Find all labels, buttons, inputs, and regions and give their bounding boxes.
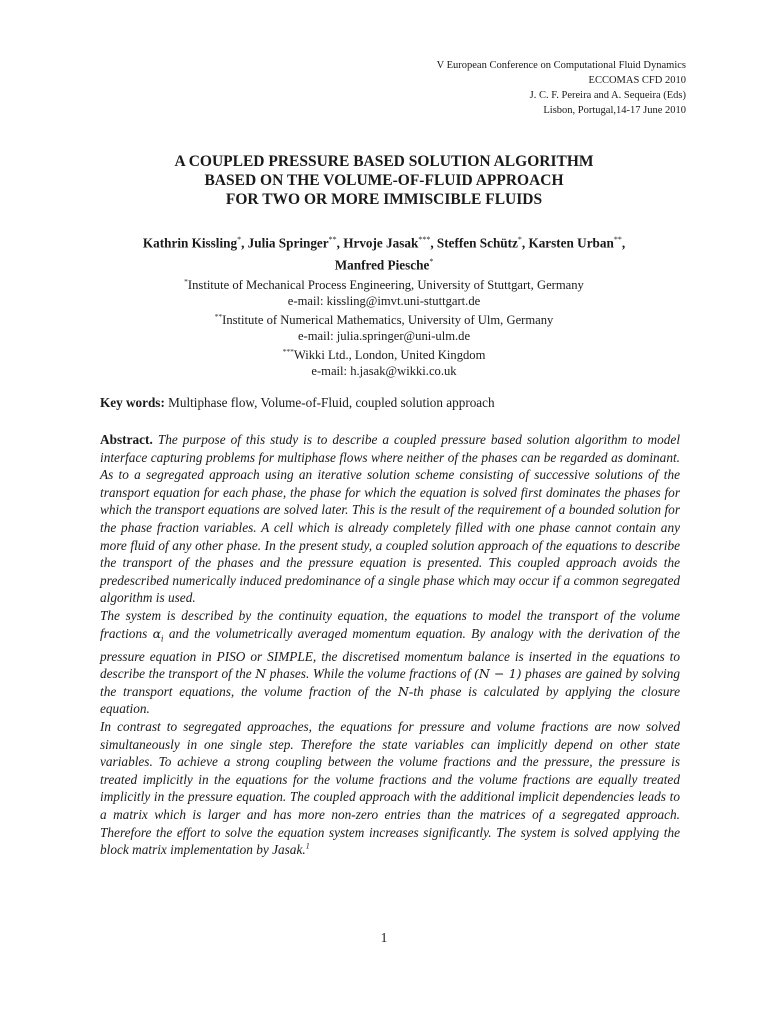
email-2: e-mail: julia.springer@uni-ulm.de (297, 328, 471, 343)
affiliation-3: ***Wikki Ltd., London, United Kingdom (282, 347, 486, 363)
abstract-paragraph-1: Abstract. The purpose of this study is to describe a coupled pressure based solution algorithm to model interface capturing problems for multiphase flows where neither of the phases can be regarded as dominant. As to a segregated approach using an iterative solution scheme consisting of successive solutions of the transport equation for each phase, the phase for which the equation is solved first dominates the phases for which the transport equations are solved later. This is the result of the requirement of a bounded solution for the phase fraction variables. A cell which is already completely filled with one phase cannot contain any more fluid of any other phase. In the present study, a coupled solution approach of the equations to describe the transport of the phases and the pressure equation is presented. This coupled approach avoids the predescribed numerically induced predominance of a single phase which may occur if a common segregated algorithm is used. (100, 432, 681, 606)
abstract-paragraph-3: In contrast to segregated approaches, the equations for pressure and volume fractions are now solved simultaneously in one single step. Therefore the state variables can implicitly depend on other state variables. To achieve a strong coupling between the volume fractions and the pressure, the pressure is treated implicitly in the equations for the volume fractions and the volume fractions are equally treated implicitly in the pressure equation. The coupled approach with the additional implicit dependencies leads to a matrix which is larger and has more non-zero entries than the matrices of a segregated approach. Therefore the effort to solve the equation system increases significantly. The system is solved applying the block matrix implementation by Jasak.$^1$ (100, 719, 680, 858)
abstract-paragraph-2: The system is described by the continuity equation, the equations to model the transport of the volume fractions $\alpha_i$ and the volumetrically averaged momentum equation. By analogy with the derivation of the pressure equation in PISO or SIMPLE, the discretised momentum balance is inserted in the equations to describe the transport of the N phases. While the volume fractions of (N − 1) phases are gained by solving the transport equations, the volume fraction of the N-th phase is calculated by applying the closure equation. (100, 607, 681, 717)
author-name: Kathrin Kissling (142, 235, 238, 251)
abstract-label: Abstract. (100, 432, 153, 447)
page-number: 1 (380, 930, 388, 945)
author-mark: * (429, 257, 434, 267)
author-name: Hrvoje Jasak (343, 235, 419, 251)
conference-editors: J. C. F. Pereira and A. Sequeira (Eds) (529, 90, 686, 101)
affiliation-2: **Institute of Numerical Mathematics, University of Ulm, Germany (214, 312, 554, 328)
paper-title (60, 152, 708, 209)
author-mark: * (237, 235, 242, 244)
conference-header (326, 58, 686, 118)
author-mark: ** (613, 235, 622, 244)
author-mark: *** (418, 235, 431, 244)
conference-event: ECCOMAS CFD 2010 (588, 75, 686, 86)
email-1: e-mail: kissling@imvt.uni-stuttgart.de (287, 293, 481, 308)
author-mark: ** (328, 235, 337, 244)
conference-location: Lisbon, Portugal,14-17 June 2010 (543, 105, 686, 116)
email-3: e-mail: h.jasak@wikki.co.uk (311, 363, 457, 378)
author-list: Kathrin Kissling*, Julia Springer**, Hrvoje Jasak***, Steffen Schütz*, Karsten Urban**, Manfred Piesche* (142, 235, 626, 273)
author-name: Steffen Schütz (436, 235, 518, 251)
keywords (100, 393, 680, 412)
alpha-symbol: $\alpha_i$ (152, 625, 164, 644)
affiliations (100, 274, 668, 379)
author-mark: * (517, 235, 522, 244)
title-line-1: A COUPLED PRESSURE BASED SOLUTION ALGORITHM (174, 153, 594, 170)
affiliation-1: *Institute of Mechanical Process Engineering, University of Stuttgart, Germany (184, 277, 584, 293)
footnote-reference: 1 (305, 841, 310, 851)
title-line-2: BASED ON THE VOLUME-OF-FLUID APPROACH (204, 172, 564, 189)
author-name: Manfred Piesche (334, 257, 430, 273)
abstract (100, 431, 680, 859)
conference-name: V European Conference on Computational Fluid Dynamics (436, 60, 686, 71)
keywords-label: Key words: (100, 395, 165, 410)
author-name: Julia Springer (247, 235, 329, 251)
keywords-text: Multiphase flow, Volume-of-Fluid, coupled solution approach (168, 395, 495, 410)
author-name: Karsten Urban (528, 235, 614, 251)
title-line-3: FOR TWO OR MORE IMMISCIBLE FLUIDS (225, 191, 543, 208)
